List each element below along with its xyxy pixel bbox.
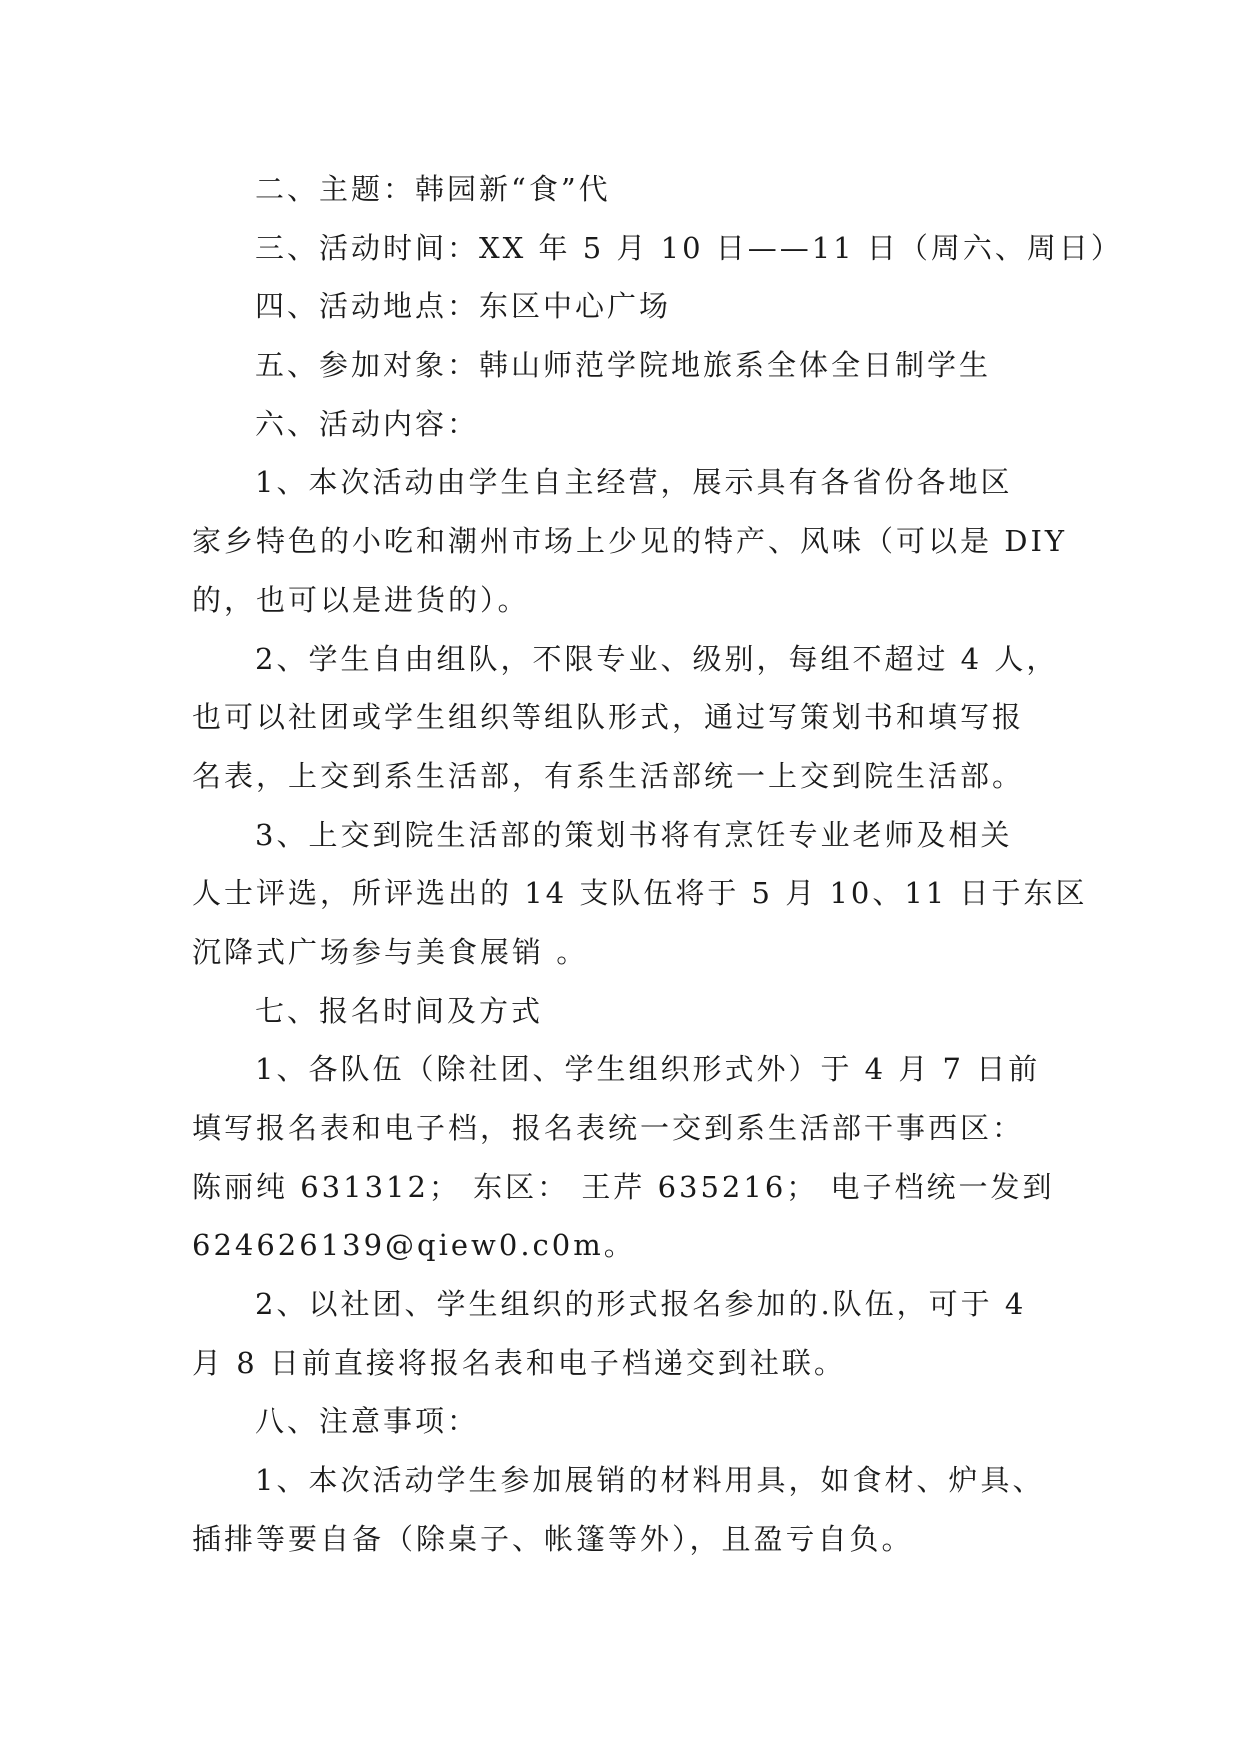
section-activity-time: 三、活动时间：XX 年 5 月 10 日——11 日（周六、周日） [255, 230, 1123, 265]
content-item-1-line-1: 1、本次活动由学生自主经营，展示具有各省份各地区 [255, 465, 1013, 500]
content-item-1-line-3: 的，也可以是进货的）。 [192, 582, 530, 617]
registration-item-2-line-1: 2、以社团、学生组织的形式报名参加的.队伍，可于 4 [255, 1287, 1027, 1322]
section-participants: 五、参加对象：韩山师范学院地旅系全体全日制学生 [255, 348, 992, 383]
content-item-3-line-2: 人士评选，所评选出的 14 支队伍将于 5 月 10、11 日于东区 [192, 876, 1088, 911]
section-activity-location: 四、活动地点：东区中心广场 [255, 289, 672, 324]
section-registration-heading: 七、报名时间及方式 [255, 993, 544, 1028]
content-item-2-line-1: 2、学生自由组队，不限专业、级别，每组不超过 4 人， [255, 641, 1059, 676]
content-item-3-line-3: 沉降式广场参与美食展销 。 [192, 934, 589, 969]
registration-item-1-line-3: 陈丽纯 631312； 东区： 王芹 635216； 电子档统一发到 [192, 1169, 1055, 1204]
content-item-3-line-1: 3、上交到院生活部的策划书将有烹饪专业老师及相关 [255, 817, 1013, 852]
registration-item-1-line-2: 填写报名表和电子档，报名表统一交到系生活部干事西区： [192, 1111, 1025, 1145]
registration-item-2-line-2: 月 8 日前直接将报名表和电子档递交到社联。 [192, 1345, 846, 1380]
content-item-2-line-2: 也可以社团或学生组织等组队形式，通过写策划书和填写报 [192, 700, 1025, 735]
section-activity-content-heading: 六、活动内容： [255, 406, 480, 441]
registration-item-1-line-1: 1、各队伍（除社团、学生组织形式外）于 4 月 7 日前 [255, 1052, 1041, 1087]
document-body [192, 160, 1123, 1569]
notes-item-1-line-1: 1、本次活动学生参加展销的材料用具，如食材、炉具、 [255, 1463, 1045, 1498]
content-item-2-line-3: 名表，上交到系生活部，有系生活部统一上交到院生活部。 [192, 758, 1025, 793]
content-item-1-line-2: 家乡特色的小吃和潮州市场上少见的特产、风味（可以是 DIY [192, 524, 1068, 559]
section-theme: 二、主题：韩园新“食”代 [255, 172, 611, 206]
section-notes-heading: 八、注意事项： [255, 1404, 480, 1439]
notes-item-1-line-2: 插排等要自备（除桌子、帐篷等外），且盈亏自负。 [192, 1521, 914, 1556]
registration-item-1-email: 624626139@qiew0.c0m。 [192, 1228, 636, 1263]
